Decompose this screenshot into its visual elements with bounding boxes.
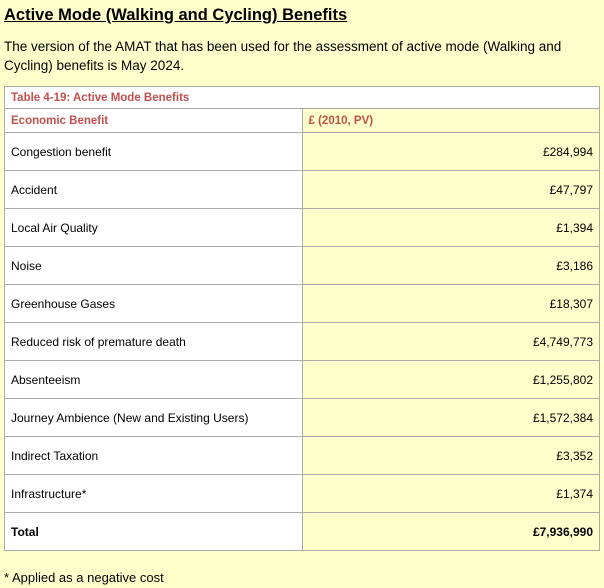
- row-label: Indirect Taxation: [5, 437, 303, 475]
- row-value: £1,255,802: [302, 361, 600, 399]
- section-heading: Active Mode (Walking and Cycling) Benefits: [4, 6, 348, 24]
- total-row: [5, 513, 600, 551]
- row-label: Noise: [5, 247, 303, 285]
- table-row: [5, 133, 600, 171]
- table-caption: Table 4-19: Active Mode Benefits: [5, 87, 600, 109]
- row-label: Congestion benefit: [5, 133, 303, 171]
- table-row: [5, 323, 600, 361]
- row-value: £3,186: [302, 247, 600, 285]
- row-label: Reduced risk of premature death: [5, 323, 303, 361]
- total-value: £7,936,990: [302, 513, 600, 551]
- row-label: Local Air Quality: [5, 209, 303, 247]
- table-row: [5, 285, 600, 323]
- row-label: Infrastructure*: [5, 475, 303, 513]
- table-row: [5, 475, 600, 513]
- column-header-value: £ (2010, PV): [302, 109, 600, 133]
- table-row: [5, 437, 600, 475]
- intro-paragraph: The version of the AMAT that has been used for the assessment of active mode (Walking and Cycling) benefits is May 2024.: [4, 39, 562, 73]
- row-value: £284,994: [302, 133, 600, 171]
- footnote: * Applied as a negative cost: [4, 570, 164, 585]
- table-row: [5, 209, 600, 247]
- row-value: £4,749,773: [302, 323, 600, 361]
- row-label: Journey Ambience (New and Existing Users): [5, 399, 303, 437]
- table-row: [5, 399, 600, 437]
- row-value: £18,307: [302, 285, 600, 323]
- row-value: £1,394: [302, 209, 600, 247]
- active-mode-benefits-table: [4, 86, 600, 551]
- row-label: Greenhouse Gases: [5, 285, 303, 323]
- row-label: Absenteeism: [5, 361, 303, 399]
- row-value: £47,797: [302, 171, 600, 209]
- column-header-economic-benefit: Economic Benefit: [5, 109, 303, 133]
- table-row: [5, 171, 600, 209]
- total-label: Total: [5, 513, 303, 551]
- row-label: Accident: [5, 171, 303, 209]
- table-row: [5, 247, 600, 285]
- row-value: £1,374: [302, 475, 600, 513]
- row-value: £1,572,384: [302, 399, 600, 437]
- row-value: £3,352: [302, 437, 600, 475]
- table-row: [5, 361, 600, 399]
